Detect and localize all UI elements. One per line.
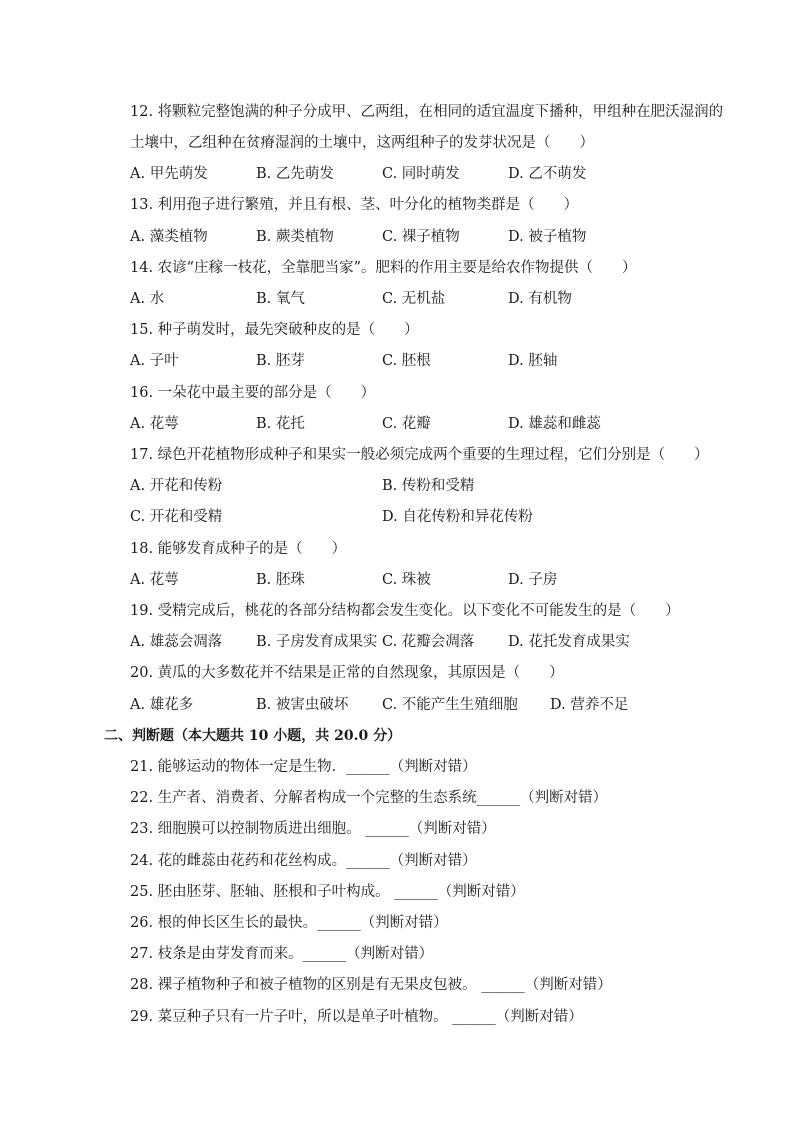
q16-option-b: B. 花托: [256, 416, 305, 432]
q12-option-a: A. 甲先萌发: [130, 166, 208, 182]
section-heading-judge: 二、判断题（本大题共 10 小题，共 20.0 分）: [104, 728, 402, 744]
judge-question-29: 29. 菜豆种子只有一片子叶，所以是单子叶植物。 ______（判断对错）: [130, 1009, 583, 1025]
question-18-stem: 18. 能够发育成种子的是（ ）: [130, 541, 347, 557]
question-17-stem: 17. 绿色开花植物形成种子和果实一般必须完成两个重要的生理过程，它们分别是（ ）: [130, 447, 709, 463]
question-13-stem: 13. 利用孢子进行繁殖，并且有根、茎、叶分化的植物类群是（ ）: [130, 197, 579, 213]
q19-option-d: D. 花托发育成果实: [508, 634, 630, 650]
q13-option-d: D. 被子植物: [508, 229, 587, 245]
q13-option-b: B. 蕨类植物: [256, 229, 334, 245]
q20-option-d: D. 营养不足: [550, 697, 629, 713]
q13-option-a: A. 藻类植物: [130, 229, 208, 245]
q19-option-a: A. 雄蕊会凋落: [130, 634, 223, 650]
q14-option-b: B. 氧气: [256, 291, 305, 307]
question-19-stem: 19. 受精完成后，桃花的各部分结构都会发生变化。以下变化不可能发生的是（ ）: [130, 603, 680, 619]
q12-option-c: C. 同时萌发: [382, 166, 460, 182]
q18-option-d: D. 子房: [508, 572, 558, 588]
q17-option-c: C. 开花和受精: [130, 509, 223, 525]
q18-option-c: C. 珠被: [382, 572, 431, 588]
q20-option-c: C. 不能产生生殖细胞: [382, 697, 518, 713]
q14-option-a: A. 水: [130, 291, 165, 307]
q15-option-a: A. 子叶: [130, 353, 179, 369]
judge-question-23: 23. 细胞膜可以控制物质进出细胞。 ______（判断对错）: [130, 821, 496, 837]
question-20-stem: 20. 黄瓜的大多数花并不结果是正常的自然现象，其原因是（ ）: [130, 665, 564, 681]
judge-question-25: 25. 胚由胚芽、胚轴、胚根和子叶构成。 ______（判断对错）: [130, 884, 525, 900]
q15-option-c: C. 胚根: [382, 353, 431, 369]
q16-option-c: C. 花瓣: [382, 416, 431, 432]
question-12-stem-line1: 12. 将颗粒完整饱满的种子分成甲、乙两组，在相同的适宜温度下播种，甲组种在肥沃湿润的: [130, 104, 724, 120]
judge-question-21: 21. 能够运动的物体一定是生物．______（判断对错）: [130, 759, 477, 775]
q17-option-d: D. 自花传粉和异花传粉: [382, 509, 533, 525]
q17-option-a: A. 开花和传粉: [130, 478, 223, 494]
q20-option-a: A. 雄花多: [130, 697, 194, 713]
q16-option-a: A. 花萼: [130, 416, 179, 432]
question-12-stem-line2: 土壤中，乙组种在贫瘠湿润的土壤中，这两组种子的发芽状况是（ ）: [130, 135, 594, 151]
judge-question-26: 26. 根的伸长区生长的最快。______（判断对错）: [130, 915, 448, 931]
q18-option-b: B. 胚珠: [256, 572, 305, 588]
judge-question-24: 24. 花的雌蕊由花药和花丝构成。______（判断对错）: [130, 853, 477, 869]
q13-option-c: C. 裸子植物: [382, 229, 460, 245]
q16-option-d: D. 雄蕊和雌蕊: [508, 416, 601, 432]
judge-question-28: 28. 裸子植物种子和被子植物的区别是有无果皮包被。 ______（判断对错）: [130, 977, 612, 993]
question-14-stem: 14. 农谚“庄稼一枝花，全靠肥当家”。肥料的作用主要是给农作物提供（ ）: [130, 260, 637, 276]
judge-question-22: 22. 生产者、消费者、分解者构成一个完整的生态系统______（判断对错）: [130, 790, 608, 806]
q15-option-d: D. 胚轴: [508, 353, 558, 369]
q14-option-d: D. 有机物: [508, 291, 572, 307]
q12-option-d: D. 乙不萌发: [508, 166, 587, 182]
judge-question-27: 27. 枝条是由芽发育而来。______（判断对错）: [130, 946, 434, 962]
q12-option-b: B. 乙先萌发: [256, 166, 334, 182]
question-15-stem: 15. 种子萌发时，最先突破种皮的是（ ）: [130, 322, 419, 338]
q14-option-c: C. 无机盐: [382, 291, 446, 307]
question-16-stem: 16. 一朵花中最主要的部分是（ ）: [130, 385, 376, 401]
q15-option-b: B. 胚芽: [256, 353, 305, 369]
q20-option-b: B. 被害虫破坏: [256, 697, 349, 713]
q17-option-b: B. 传粉和受精: [382, 478, 475, 494]
q18-option-a: A. 花萼: [130, 572, 179, 588]
q19-option-b: B. 子房发育成果实: [256, 634, 378, 650]
q19-option-c: C. 花瓣会凋落: [382, 634, 475, 650]
